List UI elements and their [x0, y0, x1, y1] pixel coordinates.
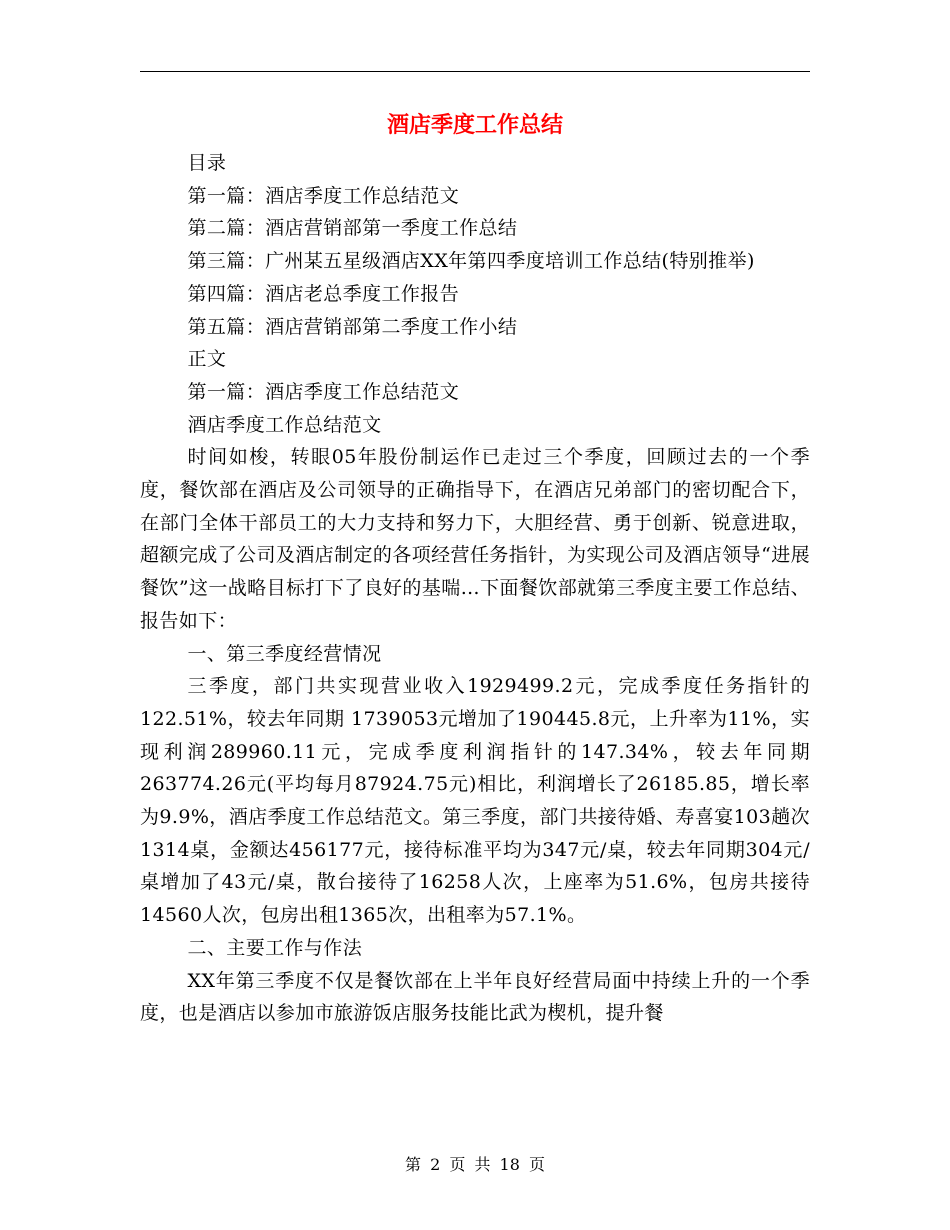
paragraph: 三季度，部门共实现营业收入1929499.2元，完成季度任务指针的122.51%，较去年同期 1739053元增加了190445.8元，上升率为11%，实现利润289960.11元，完成季度利润指针的147.34%，较去年同期263774.26元(平均每月87924.75元)相比，利润增长了26185.85，增长率为9.9%，酒店季度工作总结范文。第三季度，部门共接待婚、寿喜宴103趟次 1314桌，金额达456177元，接待标准平均为347元/桌，较去年同期304元/桌增加了43元/桌，散台接待了16258人次，上座率为51.6%，包房共接待14560人次，包房出租1365次，出租率为57.1%。 [140, 675, 810, 927]
section-subheading: 酒店季度工作总结范文 [187, 413, 382, 436]
section-heading: 一、第三季度经营情况 [187, 642, 382, 665]
toc-item: 第四篇：酒店老总季度工作报告 [187, 282, 460, 305]
section-heading: 第一篇：酒店季度工作总结范文 [187, 380, 460, 403]
paragraph: 时间如梭，转眼05年股份制运作已走过三个季度，回顾过去的一个季度，餐饮部在酒店及公司领导的正确指导下，在酒店兄弟部门的密切配合下，在部门全体干部员工的大力支持和努力下，大胆经营、勇于创新、锐意进取，超额完成了公司及酒店制定的各项经营任务指针，为实现公司及酒店领导“进展餐饮”这一战略目标打下了良好的基喘…下面餐饮部就第三季度主要工作总结、报告如下： [140, 446, 810, 632]
document-title: 酒店季度工作总结 [386, 112, 563, 138]
page-footer: 第 2 页 共 18 页 [405, 1155, 545, 1174]
toc-item: 第二篇：酒店营销部第一季度工作总结 [187, 217, 518, 240]
toc-item: 第三篇：广州某五星级酒店XX年第四季度培训工作总结(特别推举) [187, 250, 755, 273]
header-rule [140, 71, 810, 72]
toc-item: 第一篇：酒店季度工作总结范文 [187, 184, 460, 207]
paragraph: 正文 [187, 348, 227, 371]
document-body [140, 147, 810, 1030]
section-heading: 二、主要工作与作法 [187, 936, 363, 959]
toc-item: 第五篇：酒店营销部第二季度工作小结 [187, 315, 518, 338]
paragraph: XX年第三季度不仅是餐饮部在上半年良好经营局面中持续上升的一个季度，也是酒店以参加市旅游饭店服务技能比武为楔机，提升餐 [140, 969, 810, 1025]
paragraph: 目录 [187, 152, 227, 174]
